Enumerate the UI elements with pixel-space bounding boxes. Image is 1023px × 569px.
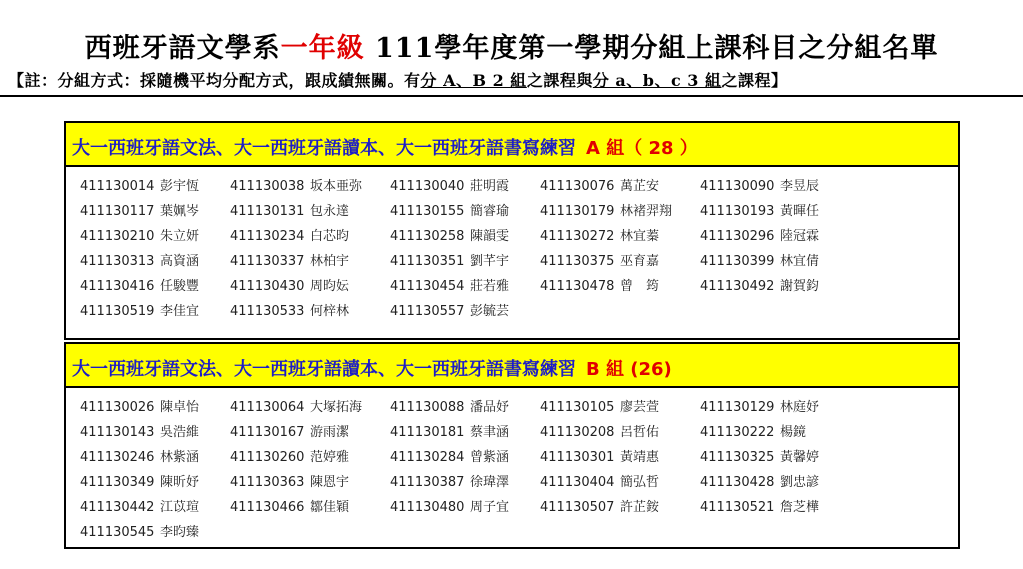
student-entry [80,229,199,245]
student-entry [80,450,199,466]
student-entry [390,400,509,416]
student-entry [80,475,199,491]
student-name: 陳韻雯 [470,229,510,244]
student-name: 黃暉任 [780,204,820,219]
student-id: 411130301 [540,450,615,465]
student-id: 411130442 [80,500,155,515]
student-name: 任駿豐 [160,279,200,294]
group-a-tag: A 組（ 28 ） [586,138,698,159]
student-id: 411130014 [80,179,155,194]
student-name: 陳卓怡 [160,400,200,415]
student-id: 411130428 [700,475,775,490]
student-name: 大塚拓海 [310,400,363,415]
student-entry [540,450,659,466]
note-text-2: 之課程與 [526,71,593,90]
student-name: 許芷銨 [620,500,660,515]
student-name: 林褚羿翔 [620,204,673,219]
student-id: 411130131 [230,204,305,219]
student-name: 詹芝樺 [780,500,820,515]
student-entry [700,400,819,416]
student-name: 劉芊宇 [470,254,510,269]
student-name: 簡睿瑜 [470,204,510,219]
student-id: 411130181 [390,425,465,440]
page-title [0,26,1023,65]
student-entry [80,179,199,195]
student-id: 411130272 [540,229,615,244]
student-entry [700,425,806,441]
note-underline-2: 分 a、b、c 3 組 [592,71,722,90]
student-id: 411130234 [230,229,305,244]
student-id: 411130210 [80,229,155,244]
student-entry [700,229,819,245]
student-id: 411130478 [540,279,615,294]
student-entry [540,475,659,491]
student-id: 411130454 [390,279,465,294]
student-id: 411130399 [700,254,775,269]
student-name: 李昀臻 [160,525,200,540]
student-entry [390,475,509,491]
student-id: 411130105 [540,400,615,415]
student-name: 徐瑋澤 [470,475,510,490]
student-entry [540,179,659,195]
group-b-courses: 大一西班牙語文法、大一西班牙語讀本、大一西班牙語書寫練習 [72,359,576,380]
student-id: 411130430 [230,279,305,294]
student-entry [230,475,349,491]
student-id: 411130260 [230,450,305,465]
student-name: 陳恩宇 [310,475,350,490]
student-entry [390,204,509,220]
student-entry [700,204,819,220]
student-id: 411130363 [230,475,305,490]
student-entry [230,500,349,516]
student-name: 江苡瑄 [160,500,200,515]
student-name: 呂哲佑 [620,425,660,440]
student-name: 高資涵 [160,254,200,269]
group-b-tag: B 組 (26) [586,359,672,380]
student-name: 曾 筠 [620,279,660,294]
student-name: 黃馨婷 [780,450,820,465]
student-entry [540,500,659,516]
student-id: 411130258 [390,229,465,244]
student-name: 曾紫涵 [470,450,510,465]
group-a-header [66,123,958,167]
student-entry [80,400,199,416]
student-id: 411130076 [540,179,615,194]
student-entry [230,279,349,295]
student-id: 411130533 [230,304,305,319]
student-entry [390,179,509,195]
student-entry [700,279,819,295]
student-entry [230,204,349,220]
student-name: 鄒佳穎 [310,500,350,515]
student-entry [540,204,672,220]
student-name: 謝賀鈞 [780,279,820,294]
grouping-note [8,68,1018,91]
student-entry [80,304,199,320]
student-name: 周昀妘 [310,279,350,294]
student-id: 411130246 [80,450,155,465]
student-id: 411130349 [80,475,155,490]
title-rest: 111學年度第一學期分組上課科目之分組名單 [364,33,939,64]
student-entry [540,279,659,295]
student-id: 411130375 [540,254,615,269]
student-id: 411130155 [390,204,465,219]
student-id: 411130284 [390,450,465,465]
student-name: 林柏宇 [310,254,350,269]
student-name: 黃靖惠 [620,450,660,465]
student-name: 彭毓芸 [470,304,510,319]
student-id: 411130387 [390,475,465,490]
student-name: 莊明霞 [470,179,510,194]
student-entry [80,279,199,295]
student-id: 411130088 [390,400,465,415]
student-name: 潘品妤 [470,400,510,415]
student-name: 林紫涵 [160,450,200,465]
divider-line [0,95,1023,97]
group-b-header [66,344,958,388]
student-id: 411130040 [390,179,465,194]
student-id: 411130519 [80,304,155,319]
student-name: 陸冠霖 [780,229,820,244]
student-name: 李昱辰 [780,179,820,194]
student-id: 411130090 [700,179,775,194]
student-entry [390,500,509,516]
student-entry [540,425,659,441]
student-id: 411130404 [540,475,615,490]
student-entry [700,179,819,195]
student-id: 411130521 [700,500,775,515]
student-entry [540,254,659,270]
student-entry [700,475,819,491]
student-id: 411130325 [700,450,775,465]
student-name: 范婷雅 [310,450,350,465]
student-id: 411130545 [80,525,155,540]
student-id: 411130507 [540,500,615,515]
student-id: 411130313 [80,254,155,269]
student-name: 莊若雅 [470,279,510,294]
note-text-1: 【註：分組方式：採隨機平均分配方式，跟成績無關。有 [8,71,421,90]
student-name: 蔡聿涵 [470,425,510,440]
student-name: 廖芸萱 [620,400,660,415]
note-underline-1: 分 A、B 2 組 [420,71,527,90]
student-name: 楊鏡 [780,425,807,440]
title-grade: 一年級 [280,33,365,64]
student-id: 411130557 [390,304,465,319]
student-entry [700,254,819,270]
student-name: 簡弘哲 [620,475,660,490]
student-name: 林宜倩 [780,254,820,269]
student-id: 411130208 [540,425,615,440]
student-name: 李佳宜 [160,304,200,319]
student-entry [80,425,199,441]
student-id: 411130038 [230,179,305,194]
student-entry [230,304,349,320]
student-entry [540,229,659,245]
student-id: 411130064 [230,400,305,415]
student-entry [230,229,349,245]
student-name: 包永達 [310,204,350,219]
student-id: 411130351 [390,254,465,269]
title-dept: 西班牙語文學系 [84,33,281,64]
student-entry [700,450,819,466]
group-a-courses: 大一西班牙語文法、大一西班牙語讀本、大一西班牙語書寫練習 [72,138,576,159]
student-id: 411130492 [700,279,775,294]
student-name: 游雨潔 [310,425,350,440]
student-name: 劉忠諺 [780,475,820,490]
note-text-3: 之課程】 [721,71,788,90]
student-id: 411130129 [700,400,775,415]
student-name: 陳昕妤 [160,475,200,490]
student-id: 411130466 [230,500,305,515]
student-id: 411130167 [230,425,305,440]
group-a-box [64,121,960,340]
student-id: 411130222 [700,425,775,440]
group-b-box [64,342,960,549]
student-name: 萬芷安 [620,179,660,194]
student-entry [80,525,199,541]
student-name: 白芯昀 [310,229,350,244]
student-entry [390,254,509,270]
student-id: 411130480 [390,500,465,515]
student-entry [80,254,199,270]
student-entry [230,254,349,270]
student-id: 411130143 [80,425,155,440]
student-name: 朱立妍 [160,229,200,244]
student-name: 葉姵岑 [160,204,200,219]
student-name: 林庭妤 [780,400,820,415]
student-entry [390,425,509,441]
student-entry [230,400,362,416]
student-entry [80,500,199,516]
student-entry [230,450,349,466]
student-entry [230,425,349,441]
student-entry [390,450,509,466]
student-id: 411130337 [230,254,305,269]
student-id: 411130296 [700,229,775,244]
student-entry [390,229,509,245]
student-entry [540,400,659,416]
student-entry [390,304,509,320]
student-id: 411130416 [80,279,155,294]
student-name: 何梓林 [310,304,350,319]
student-name: 林宜蓁 [620,229,660,244]
student-name: 彭宇恆 [160,179,200,194]
student-id: 411130026 [80,400,155,415]
student-name: 坂本亜弥 [310,179,363,194]
student-id: 411130117 [80,204,155,219]
student-name: 巫育嘉 [620,254,660,269]
student-entry [390,279,509,295]
student-id: 411130193 [700,204,775,219]
student-entry [80,204,199,220]
student-id: 411130179 [540,204,615,219]
student-entry [230,179,362,195]
student-name: 周子宜 [470,500,510,515]
student-name: 吳浩維 [160,425,200,440]
student-entry [700,500,819,516]
